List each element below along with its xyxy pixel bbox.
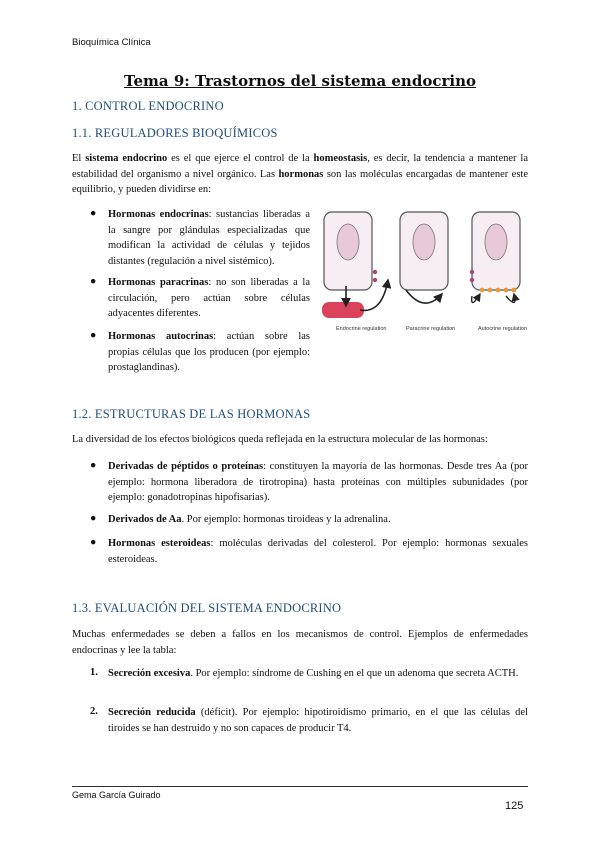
section-1-heading: 1. CONTROL ENDOCRINO — [72, 99, 224, 113]
bullet-icon: ● — [90, 537, 97, 548]
hormone-dot — [470, 270, 474, 274]
section-1-1-heading: 1.1. REGULADORES BIOQUÍMICOS — [72, 126, 278, 140]
autocrine-dot — [512, 288, 517, 293]
section-1-3-intro: Muchas enfermedades se deben a fallos en los mecanismos de control. Ejemplos de enfermedades endocrinas y lee la tabla: — [72, 629, 528, 656]
blood-vessel — [322, 302, 364, 318]
list-item: Secreción reducida (déficit). Por ejemplo: hipotiroidismo primario, en el que las células del tiroides se han destruido y no son capaces de producir T4. — [108, 707, 529, 734]
section-1-1-intro: El sistema endocrino es el que ejerce el control de la homeostasis, es decir, la tendencia a mantener la estabilidad del organismo a nivel orgánico. Las hormonas son las moléculas encargadas de mantener este equilibrio, y pueden dividirse en: — [72, 153, 528, 195]
list-item: Hormonas endocrinas: sustancias liberadas a la sangre por glándulas especializadas que modifican la actividad de células y tejidos distantes (regulación a nivel sistémico). — [108, 209, 310, 267]
section-1-2-heading: 1.2. ESTRUCTURAS DE LAS HORMONAS — [72, 407, 311, 421]
section-1-3-heading: 1.3. EVALUACIÓN DEL SISTEMA ENDOCRINO — [72, 601, 342, 615]
figure-label-paracrine: Paracrine regulation — [406, 326, 456, 332]
bullet-icon: ● — [90, 513, 97, 524]
page-number: 125 — [505, 800, 524, 812]
autocrine-dot — [496, 288, 501, 293]
list-item: Hormonas paracrinas: no son liberadas a la circulación, pero actúan sobre células adyacentes diferentes. — [108, 277, 311, 319]
autocrine-dot — [480, 288, 485, 293]
autocrine-arrow — [472, 294, 480, 303]
list-item: Hormonas esteroideas: moléculas derivadas del colesterol. Por ejemplo: hormonas sexuales esteroideas. — [108, 538, 528, 565]
footer-rule — [72, 786, 528, 787]
footer-author: Gema García Guirado — [72, 790, 161, 800]
autocrine-dot — [504, 288, 509, 293]
bullet-icon: ● — [90, 208, 97, 219]
page-title: Tema 9: Trastornos del sistema endocrino — [124, 72, 476, 90]
figure-label-autocrine: Autocrine regulation — [478, 326, 527, 332]
hormone-regulation-diagram — [322, 210, 530, 350]
autocrine-arrow — [506, 294, 515, 303]
cell-nucleus — [337, 224, 359, 260]
bullet-icon: ● — [90, 460, 97, 471]
figure-label-endocrine: Endocrine regulation — [336, 326, 387, 332]
bullet-icon: ● — [90, 330, 97, 341]
paracrine-arrow — [406, 290, 442, 303]
hormone-dot — [373, 278, 377, 282]
cell-nucleus — [413, 224, 435, 260]
list-number: 1. — [90, 667, 98, 678]
section-1-2-intro: La diversidad de los efectos biológicos queda reflejada en la estructura molecular de las hormonas: — [72, 434, 488, 445]
list-item: Derivadas de péptidos o proteínas: constituyen la mayoría de las hormonas. Desde tres Aa (por ejemplo: hormona liberadora de tirotropina) hasta proteínas con múltiples subunidades (por ejemplo: gonadotropinas hipofisarias). — [108, 461, 528, 503]
autocrine-dot — [488, 288, 493, 293]
cell-nucleus — [485, 224, 507, 260]
list-item: Derivados de Aa. Por ejemplo: hormonas tiroideas y la adrenalina. — [108, 514, 391, 525]
list-number: 2. — [90, 706, 98, 717]
list-item: Secreción excesiva. Por ejemplo: síndrome de Cushing en el que un adenoma que secreta ACTH. — [108, 668, 519, 679]
running-header: Bioquímica Clínica — [72, 37, 151, 48]
hormone-dot — [373, 270, 377, 274]
list-item: Hormonas autocrinas: actúan sobre las propias células que los producen (por ejemplo: prostaglandinas). — [108, 331, 310, 373]
hormone-dot — [470, 278, 474, 282]
bullet-icon: ● — [90, 276, 97, 287]
